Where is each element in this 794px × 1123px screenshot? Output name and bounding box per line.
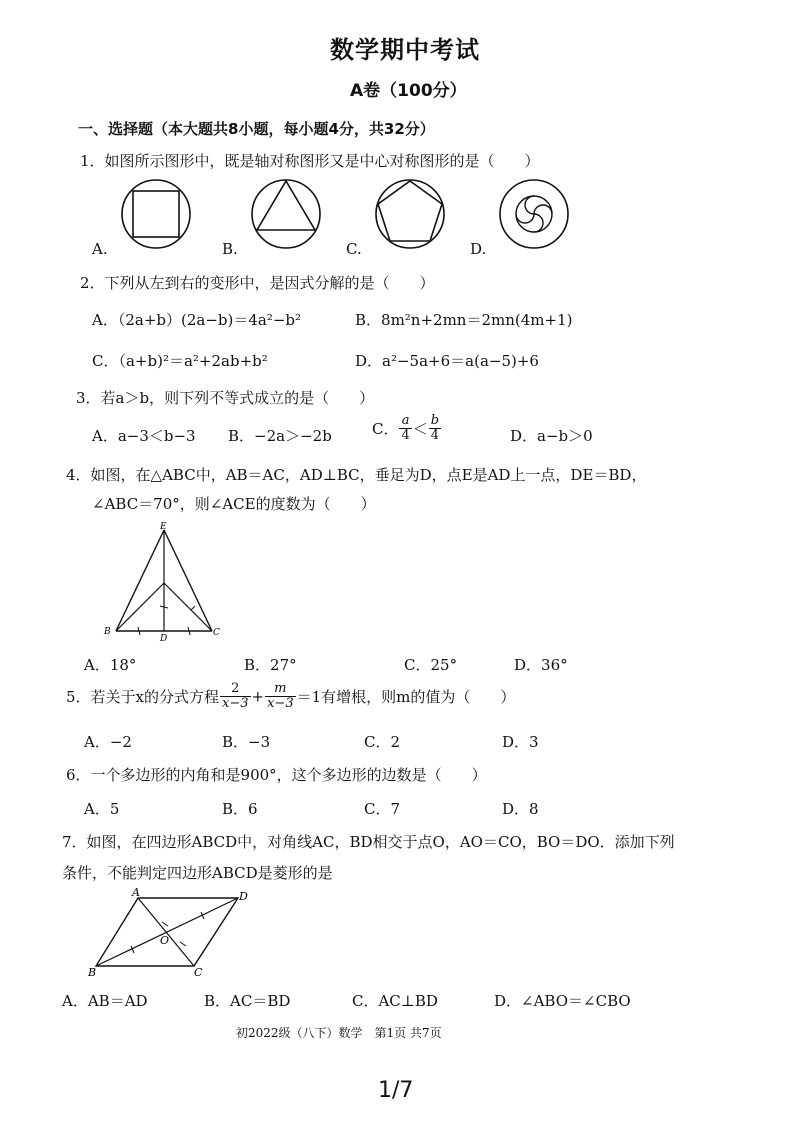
numerator: m xyxy=(265,682,296,697)
q2-option-a: A．（2a+b）(2a−b)＝4a²−b² xyxy=(92,311,302,329)
q5-option-b: B．−3 xyxy=(222,733,271,751)
circle-pinwheel-figure xyxy=(498,178,570,250)
q1-option-a-label: A. xyxy=(92,240,108,258)
label-c: C xyxy=(194,966,203,979)
parallelogram-abcd-figure xyxy=(86,886,256,981)
denominator: x−3 xyxy=(267,696,294,711)
label-a: A xyxy=(132,886,140,899)
question-7-stem-line2: 条件，不能判定四边形ABCD是菱形的是 xyxy=(62,864,333,882)
denominator: x−3 xyxy=(222,696,249,711)
question-5-stem xyxy=(66,682,515,711)
question-6-stem: 6．一个多边形的内角和是900°，这个多边形的边数是（ ） xyxy=(66,766,487,784)
q3-option-b: B．−2a＞−2b xyxy=(228,427,332,445)
circle-square-figure xyxy=(120,178,192,250)
q4-option-a: A．18° xyxy=(84,656,137,674)
q3-option-a: A．a−3＜b−3 xyxy=(92,427,196,445)
numerator: 2 xyxy=(220,682,251,697)
numerator: a xyxy=(399,414,411,429)
q2-option-b: B．8m²n+2mn＝2mn(4m+1) xyxy=(355,311,573,329)
label-d: D xyxy=(239,890,248,903)
numerator: b xyxy=(430,413,440,428)
fraction-b-over-4 xyxy=(429,414,441,443)
question-1-stem: 1．如图所示图形中，既是轴对称图形又是中心对称图形的是（ ） xyxy=(80,152,540,170)
question-4-stem-line2: ∠ABC＝70°，则∠ACE的度数为（ ） xyxy=(92,495,376,513)
fraction-a-over-4 xyxy=(399,414,411,443)
q5-option-d: D．3 xyxy=(502,733,539,751)
q4-option-d: D．36° xyxy=(514,656,568,674)
fraction-m-over-x-minus-3 xyxy=(265,682,296,711)
question-3-stem: 3．若a＞b，则下列不等式成立的是（ ） xyxy=(76,389,375,407)
page-number: 1/7 xyxy=(378,1078,414,1103)
q4-option-c: C．25° xyxy=(404,656,458,674)
label-b: B xyxy=(104,627,111,637)
denominator: 4 xyxy=(430,428,440,443)
section-heading: 一、选择题（本大题共8小题，每小题4分，共32分） xyxy=(78,120,435,138)
q4-option-b: B．27° xyxy=(244,656,297,674)
q5-option-c: C．2 xyxy=(364,733,401,751)
q1-option-b-label: B. xyxy=(222,240,238,258)
question-7-stem-line1: 7．如图，在四边形ABCD中，对角线AC，BD相交于点O，AO＝CO，BO＝DO．添加下列 xyxy=(62,833,675,851)
q6-option-a: A．5 xyxy=(84,800,120,818)
question-2-stem: 2．下列从左到右的变形中，是因式分解的是（ ） xyxy=(80,274,435,292)
label-e: E xyxy=(160,522,167,532)
fraction-2-over-x-minus-3 xyxy=(220,682,251,711)
q1-option-d-label: D. xyxy=(470,240,487,258)
plus-sign: + xyxy=(251,687,265,706)
label-b: B xyxy=(88,966,97,979)
circle-pentagon-figure xyxy=(374,178,446,250)
q6-option-d: D．8 xyxy=(502,800,539,818)
q6-option-c: C．7 xyxy=(364,800,401,818)
label-d: D xyxy=(160,634,168,644)
label-c: C xyxy=(213,628,220,638)
page-footer: 初2022级（八下）数学 第1页 共7页 xyxy=(236,1026,442,1040)
q3-option-c-label: C． xyxy=(372,420,399,438)
q3-option-c xyxy=(372,414,442,443)
q2-option-d: D．a²−5a+6＝a(a−5)+6 xyxy=(355,352,539,370)
question-4-stem-line1: 4．如图，在△ABC中，AB＝AC，AD⊥BC，垂足为D，点E是AD上一点，DE＝BD， xyxy=(66,466,647,484)
section-subtitle: A卷（100分） xyxy=(350,81,467,101)
q6-option-b: B．6 xyxy=(222,800,258,818)
circle-triangle-figure xyxy=(250,178,322,250)
q7-option-a: A．AB＝AD xyxy=(62,992,148,1010)
q7-option-c: C．AC⊥BD xyxy=(352,992,438,1010)
q3-option-d: D．a−b＞0 xyxy=(510,427,593,445)
denominator: 4 xyxy=(401,428,410,443)
q1-option-c-label: C. xyxy=(346,240,362,258)
q2-option-c: C．（a+b)²＝a²+2ab+b² xyxy=(92,352,268,370)
relation: ＜ xyxy=(412,420,428,438)
q5-stem-suffix: ＝1有增根，则m的值为（ ） xyxy=(296,688,516,706)
q5-stem-prefix: 5．若关于x的分式方程 xyxy=(66,688,220,706)
triangle-abc-figure xyxy=(100,520,230,645)
q5-option-a: A．−2 xyxy=(84,733,132,751)
q7-option-b: B．AC＝BD xyxy=(204,992,291,1010)
label-o: O xyxy=(160,934,170,947)
exam-title: 数学期中考试 xyxy=(330,36,480,64)
q7-option-d: D．∠ABO＝∠CBO xyxy=(494,992,631,1010)
